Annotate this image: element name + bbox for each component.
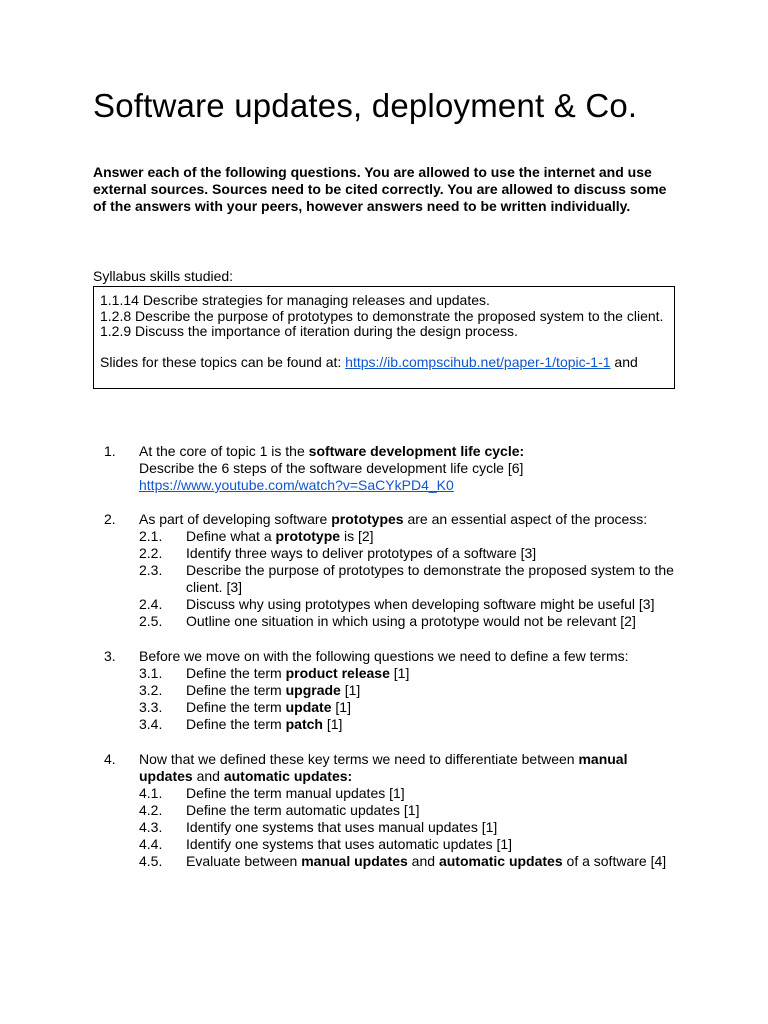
syllabus-line-2: 1.2.8 Describe the purpose of prototypes to demonstrate the proposed system to the client. [100, 307, 664, 324]
sub-text [186, 853, 684, 870]
sub-number: 2.3. [139, 562, 163, 578]
sub-question [139, 665, 684, 682]
question-2 [104, 511, 684, 630]
sub-question [139, 716, 684, 733]
sub-text-part: Define the term [186, 665, 286, 681]
question-line-2: Describe the 6 steps of the software development life cycle [6] [139, 460, 524, 476]
sub-question [139, 682, 684, 699]
sub-question [139, 613, 684, 630]
youtube-link[interactable]: https://www.youtube.com/watch?v=SaCYkPD4_K0 [139, 477, 454, 493]
sub-number: 2.1. [139, 528, 163, 544]
sub-text [186, 716, 684, 733]
question-1 [104, 443, 684, 494]
intro-bold: manual updates [139, 751, 628, 784]
sub-question [139, 545, 684, 562]
sub-text: Define the term automatic updates [1] [186, 802, 420, 818]
sub-text-bold: update [285, 699, 332, 715]
question-number: 4. [104, 751, 116, 767]
sub-question [139, 802, 684, 819]
sub-text: Identify one systems that uses automatic updates [1] [186, 836, 513, 852]
page-title: Software updates, deployment & Co. [93, 87, 638, 124]
sub-question [139, 528, 684, 545]
sub-text-part: of a software [4] [562, 853, 667, 869]
sub-text-part: [1] [331, 699, 351, 715]
sub-text [186, 682, 684, 699]
sub-text-part: Define the term [186, 682, 286, 698]
question-3 [104, 648, 684, 733]
sub-text-part: [1] [389, 665, 410, 681]
sub-number: 3.4. [139, 716, 163, 732]
sub-question [139, 836, 684, 853]
intro-text: At the core of topic 1 is the [139, 443, 309, 459]
sub-question [139, 785, 684, 802]
intro-bold: automatic updates: [223, 768, 353, 784]
question-intro [139, 751, 684, 785]
question-intro [139, 443, 684, 460]
intro-text: are an essential aspect of the process: [403, 511, 648, 527]
question-number: 1. [104, 443, 116, 459]
sub-number: 2.2. [139, 545, 163, 561]
question-intro [139, 511, 684, 528]
intro-text: As part of developing software [139, 511, 332, 527]
slides-link[interactable]: https://ib.compscihub.net/paper-1/topic-1-1 [345, 353, 611, 370]
sub-number: 3.1. [139, 665, 163, 681]
sub-number: 3.3. [139, 699, 163, 715]
intro-bold: prototypes [331, 511, 404, 527]
sub-text [186, 699, 684, 716]
sub-question [139, 853, 684, 870]
sub-question [139, 699, 684, 716]
instructions-text: Answer each of the following questions. You are allowed to use the internet and use external sources. Sources need to be cited correctly. You are allowed to discuss some of the answers with your peers, however answers need to be written individually. [93, 164, 667, 215]
sub-number: 2.4. [139, 596, 163, 612]
sub-text: Define the term manual updates [1] [186, 785, 405, 801]
sub-text-bold: product release [285, 665, 390, 681]
intro-text: and [192, 768, 224, 784]
sub-number: 4.5. [139, 853, 163, 869]
sub-text: Discuss why using prototypes when developing software might be useful [3] [186, 596, 655, 612]
sub-text [186, 665, 684, 682]
sub-number: 3.2. [139, 682, 163, 698]
syllabus-line-3: 1.2.9 Discuss the importance of iteration during the design process. [100, 323, 518, 339]
intro-bold: software development life cycle: [308, 443, 525, 459]
sub-number: 4.2. [139, 802, 163, 818]
sub-text: Identify one systems that uses manual updates [1] [186, 819, 498, 835]
sub-text-bold: manual updates [301, 853, 408, 869]
question-intro: Before we move on with the following questions we need to define a few terms: [139, 648, 629, 664]
sub-text-bold: upgrade [285, 682, 341, 698]
sub-text-bold: prototype [275, 528, 341, 544]
question-number: 3. [104, 648, 116, 664]
sub-text: Outline one situation in which using a prototype would not be relevant [2] [186, 613, 636, 629]
sub-text-bold: patch [285, 716, 323, 732]
question-4 [104, 751, 684, 870]
sub-number: 4.4. [139, 836, 163, 852]
syllabus-label: Syllabus skills studied: [93, 268, 234, 284]
sub-text-part: Define the term [186, 716, 286, 732]
sub-number: 4.1. [139, 785, 163, 801]
sub-question [139, 819, 684, 836]
question-number: 2. [104, 511, 116, 527]
sub-text-part: [1] [340, 682, 361, 698]
intro-text: Now that we defined these key terms we need to differentiate between [139, 751, 579, 767]
sub-question [139, 596, 684, 613]
sub-text: Identify three ways to deliver prototypes of a software [3] [186, 545, 537, 561]
syllabus-box [93, 286, 675, 389]
sub-text: Describe the purpose of prototypes to demonstrate the proposed system to the client. [3] [186, 562, 674, 595]
sub-text-bold: automatic updates [438, 853, 563, 869]
slides-suffix: and [610, 353, 638, 370]
sub-text-part: Define what a [186, 528, 276, 544]
sub-text-part: is [2] [340, 528, 374, 544]
sub-text [186, 528, 684, 545]
sub-question [139, 562, 684, 596]
sub-text-part: Evaluate between [186, 853, 302, 869]
sub-number: 4.3. [139, 819, 163, 835]
sub-text-part: and [407, 853, 439, 869]
sub-number: 2.5. [139, 613, 163, 629]
sub-text-part: [1] [322, 716, 343, 732]
sub-text-part: Define the term [186, 699, 286, 715]
slides-prefix: Slides for these topics can be found at: [100, 353, 346, 370]
syllabus-line-1: 1.1.14 Describe strategies for managing releases and updates. [100, 292, 490, 308]
slides-line [100, 355, 668, 371]
